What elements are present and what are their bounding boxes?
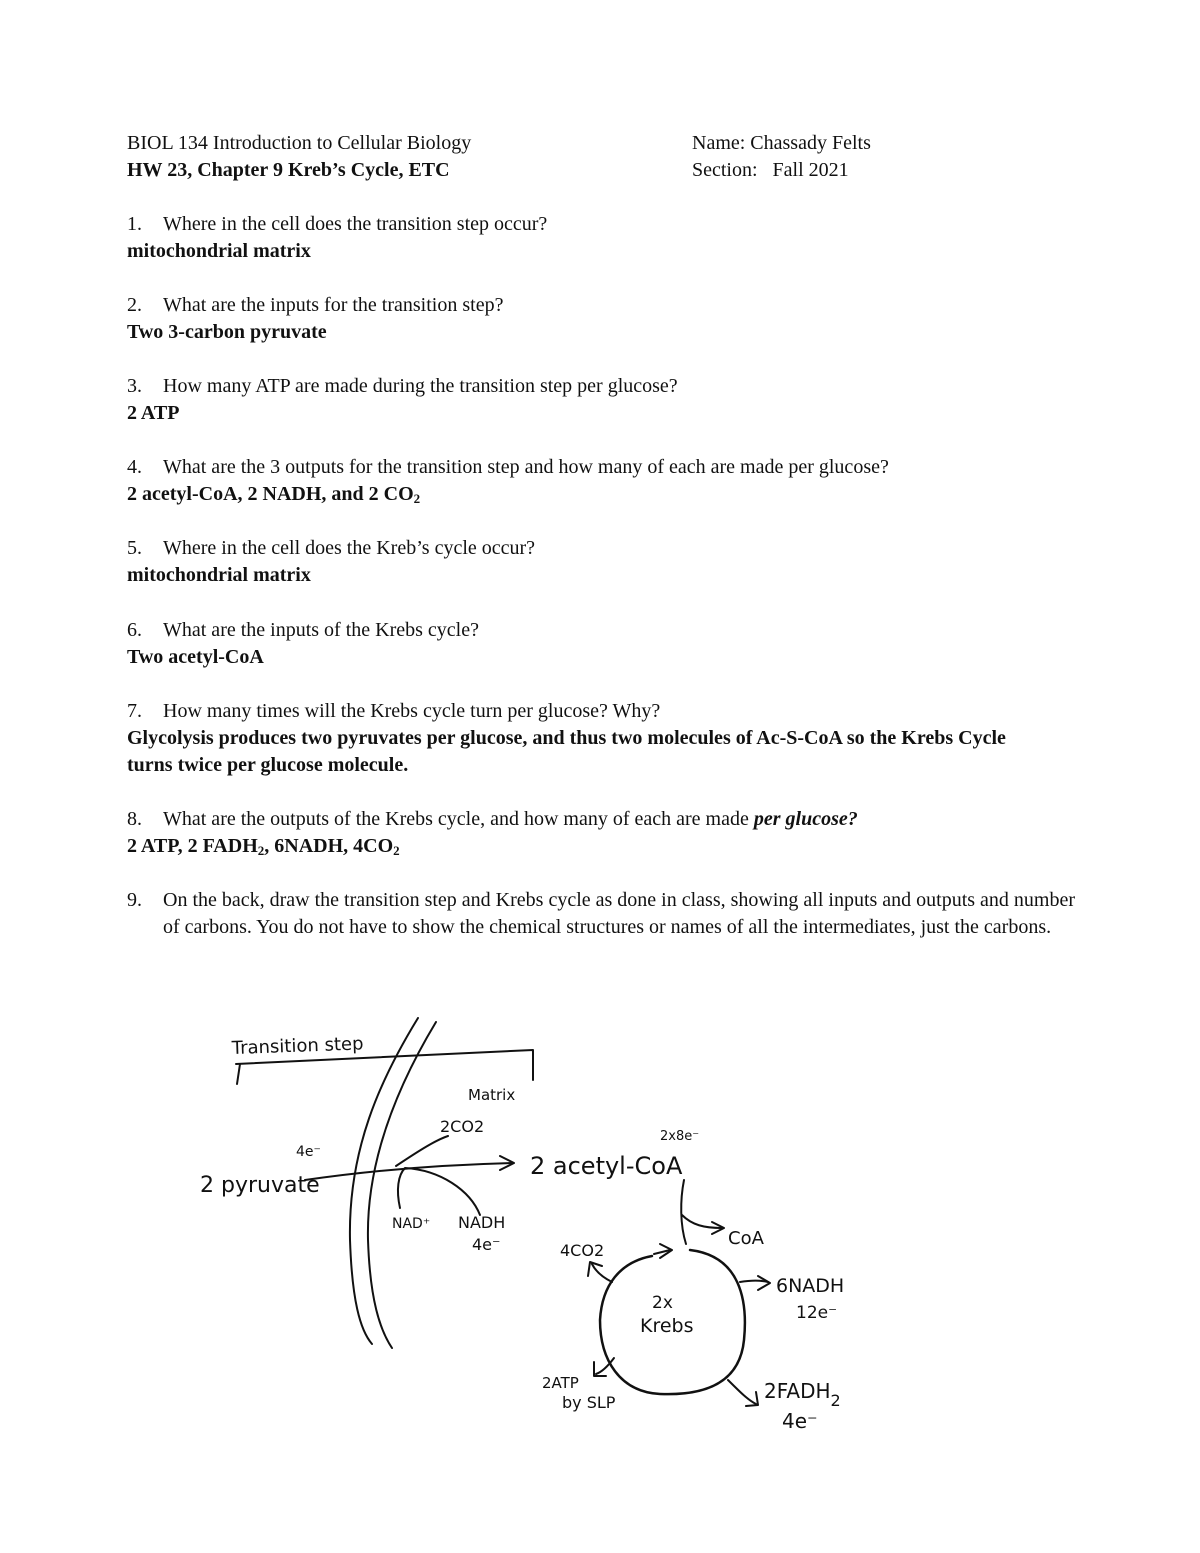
atp-source-label: by SLP bbox=[562, 1393, 616, 1412]
fadh-label bbox=[764, 1379, 841, 1410]
transition-step-label: Transition step bbox=[231, 1033, 364, 1059]
question-number: 1. bbox=[127, 213, 142, 235]
question-text: How many ATP are made during the transition step per glucose? bbox=[163, 375, 678, 397]
question-number: 9. bbox=[127, 889, 142, 911]
transition-co2-label: 2CO2 bbox=[440, 1117, 485, 1136]
atp-label: 2ATP bbox=[542, 1374, 579, 1392]
answer-subscript: 2 bbox=[257, 843, 265, 858]
answer: 2 ATP bbox=[127, 402, 180, 424]
question-number: 3. bbox=[127, 375, 142, 397]
acetyl-to-krebs bbox=[681, 1180, 686, 1244]
nadh-label: NADH bbox=[458, 1213, 506, 1232]
inner-membrane bbox=[368, 1022, 436, 1348]
question-text: Where in the cell does the Kreb’s cycle occur? bbox=[163, 537, 536, 559]
acetyl-coa-label: 2 acetyl-CoA bbox=[530, 1152, 683, 1180]
fadh-main: 2FADH bbox=[764, 1379, 831, 1403]
answer-subscript: 2 bbox=[393, 843, 400, 858]
nad-branch bbox=[398, 1168, 480, 1215]
answer: Two 3-carbon pyruvate bbox=[127, 321, 327, 343]
answer: mitochondrial matrix bbox=[127, 240, 311, 262]
answer-part-a: 2 ATP, 2 FADH bbox=[127, 835, 258, 857]
question-text: How many times will the Krebs cycle turn per glucose? Why? bbox=[163, 700, 661, 722]
answer: mitochondrial matrix bbox=[127, 564, 311, 586]
answer: Glycolysis produces two pyruvates per glucose, and thus two molecules of Ac-S-CoA so the Krebs Cycle turns twice per glucose molecule. bbox=[127, 727, 1006, 776]
student-name: Name: Chassady Felts bbox=[692, 132, 871, 154]
question-text: What are the inputs of the Krebs cycle? bbox=[163, 619, 479, 641]
assignment-title: HW 23, Chapter 9 Kreb’s Cycle, ETC bbox=[127, 159, 450, 181]
question-number: 2. bbox=[127, 294, 142, 316]
question-number: 7. bbox=[127, 700, 142, 722]
krebs-co2-label: 4CO2 bbox=[560, 1241, 605, 1260]
coa-branch bbox=[682, 1215, 722, 1228]
course-title: BIOL 134 Introduction to Cellular Biology bbox=[127, 132, 472, 154]
arrowhead bbox=[758, 1276, 770, 1290]
nadh-krebs-branch bbox=[740, 1281, 768, 1283]
pyruvate-label: 2 pyruvate bbox=[200, 1173, 320, 1198]
bracket-tick bbox=[237, 1064, 240, 1084]
krebs-label: Krebs bbox=[640, 1315, 694, 1337]
outer-membrane bbox=[350, 1018, 418, 1344]
question-text: What are the 3 outputs for the transition step and how many of each are made per glucose? bbox=[163, 456, 889, 478]
question-text-emphasis: per glucose? bbox=[753, 808, 858, 830]
krebs-turns-label: 2x bbox=[652, 1293, 673, 1313]
question-text: What are the inputs for the transition step? bbox=[163, 294, 504, 316]
fadh-electrons: 4e⁻ bbox=[782, 1409, 818, 1433]
question-number: 5. bbox=[127, 537, 142, 559]
transition-arrow bbox=[305, 1163, 512, 1180]
question-text: Where in the cell does the transition step occur? bbox=[163, 213, 548, 235]
fadh-subscript: 2 bbox=[830, 1391, 841, 1410]
nad-label: NAD⁺ bbox=[392, 1216, 431, 1232]
answer-subscript: 2 bbox=[413, 491, 421, 506]
question-text-main: What are the outputs of the Krebs cycle, and how many of each are made bbox=[163, 808, 754, 830]
fadh-branch bbox=[728, 1380, 756, 1404]
matrix-label: Matrix bbox=[468, 1086, 516, 1104]
answer-part-b: , 6NADH, 4CO bbox=[264, 835, 394, 857]
answer: Two acetyl-CoA bbox=[127, 646, 264, 668]
question-text: On the back, draw the transition step and Krebs cycle as done in class, showing all inputs and outputs and number of carbons. You do not have to show the chemical structures or names of all the intermediates, just the carbons. bbox=[163, 889, 1076, 938]
krebs-nadh-label: 6NADH bbox=[776, 1275, 845, 1297]
question-number: 8. bbox=[127, 808, 142, 830]
answer-main: 2 acetyl-CoA, 2 NADH, and 2 CO bbox=[127, 483, 414, 505]
coa-label: CoA bbox=[728, 1228, 764, 1249]
section-label: Section: bbox=[692, 159, 758, 181]
pyruvate-electrons: 4e⁻ bbox=[296, 1144, 321, 1160]
krebs-nadh-electrons: 12e⁻ bbox=[796, 1303, 838, 1323]
acetyl-electrons: 2x8e⁻ bbox=[660, 1129, 700, 1144]
co2-branch bbox=[396, 1136, 448, 1166]
question-number: 4. bbox=[127, 456, 142, 478]
section-value: Fall 2021 bbox=[772, 159, 849, 181]
nadh-electrons: 4e⁻ bbox=[472, 1235, 501, 1254]
question-number: 6. bbox=[127, 619, 142, 641]
